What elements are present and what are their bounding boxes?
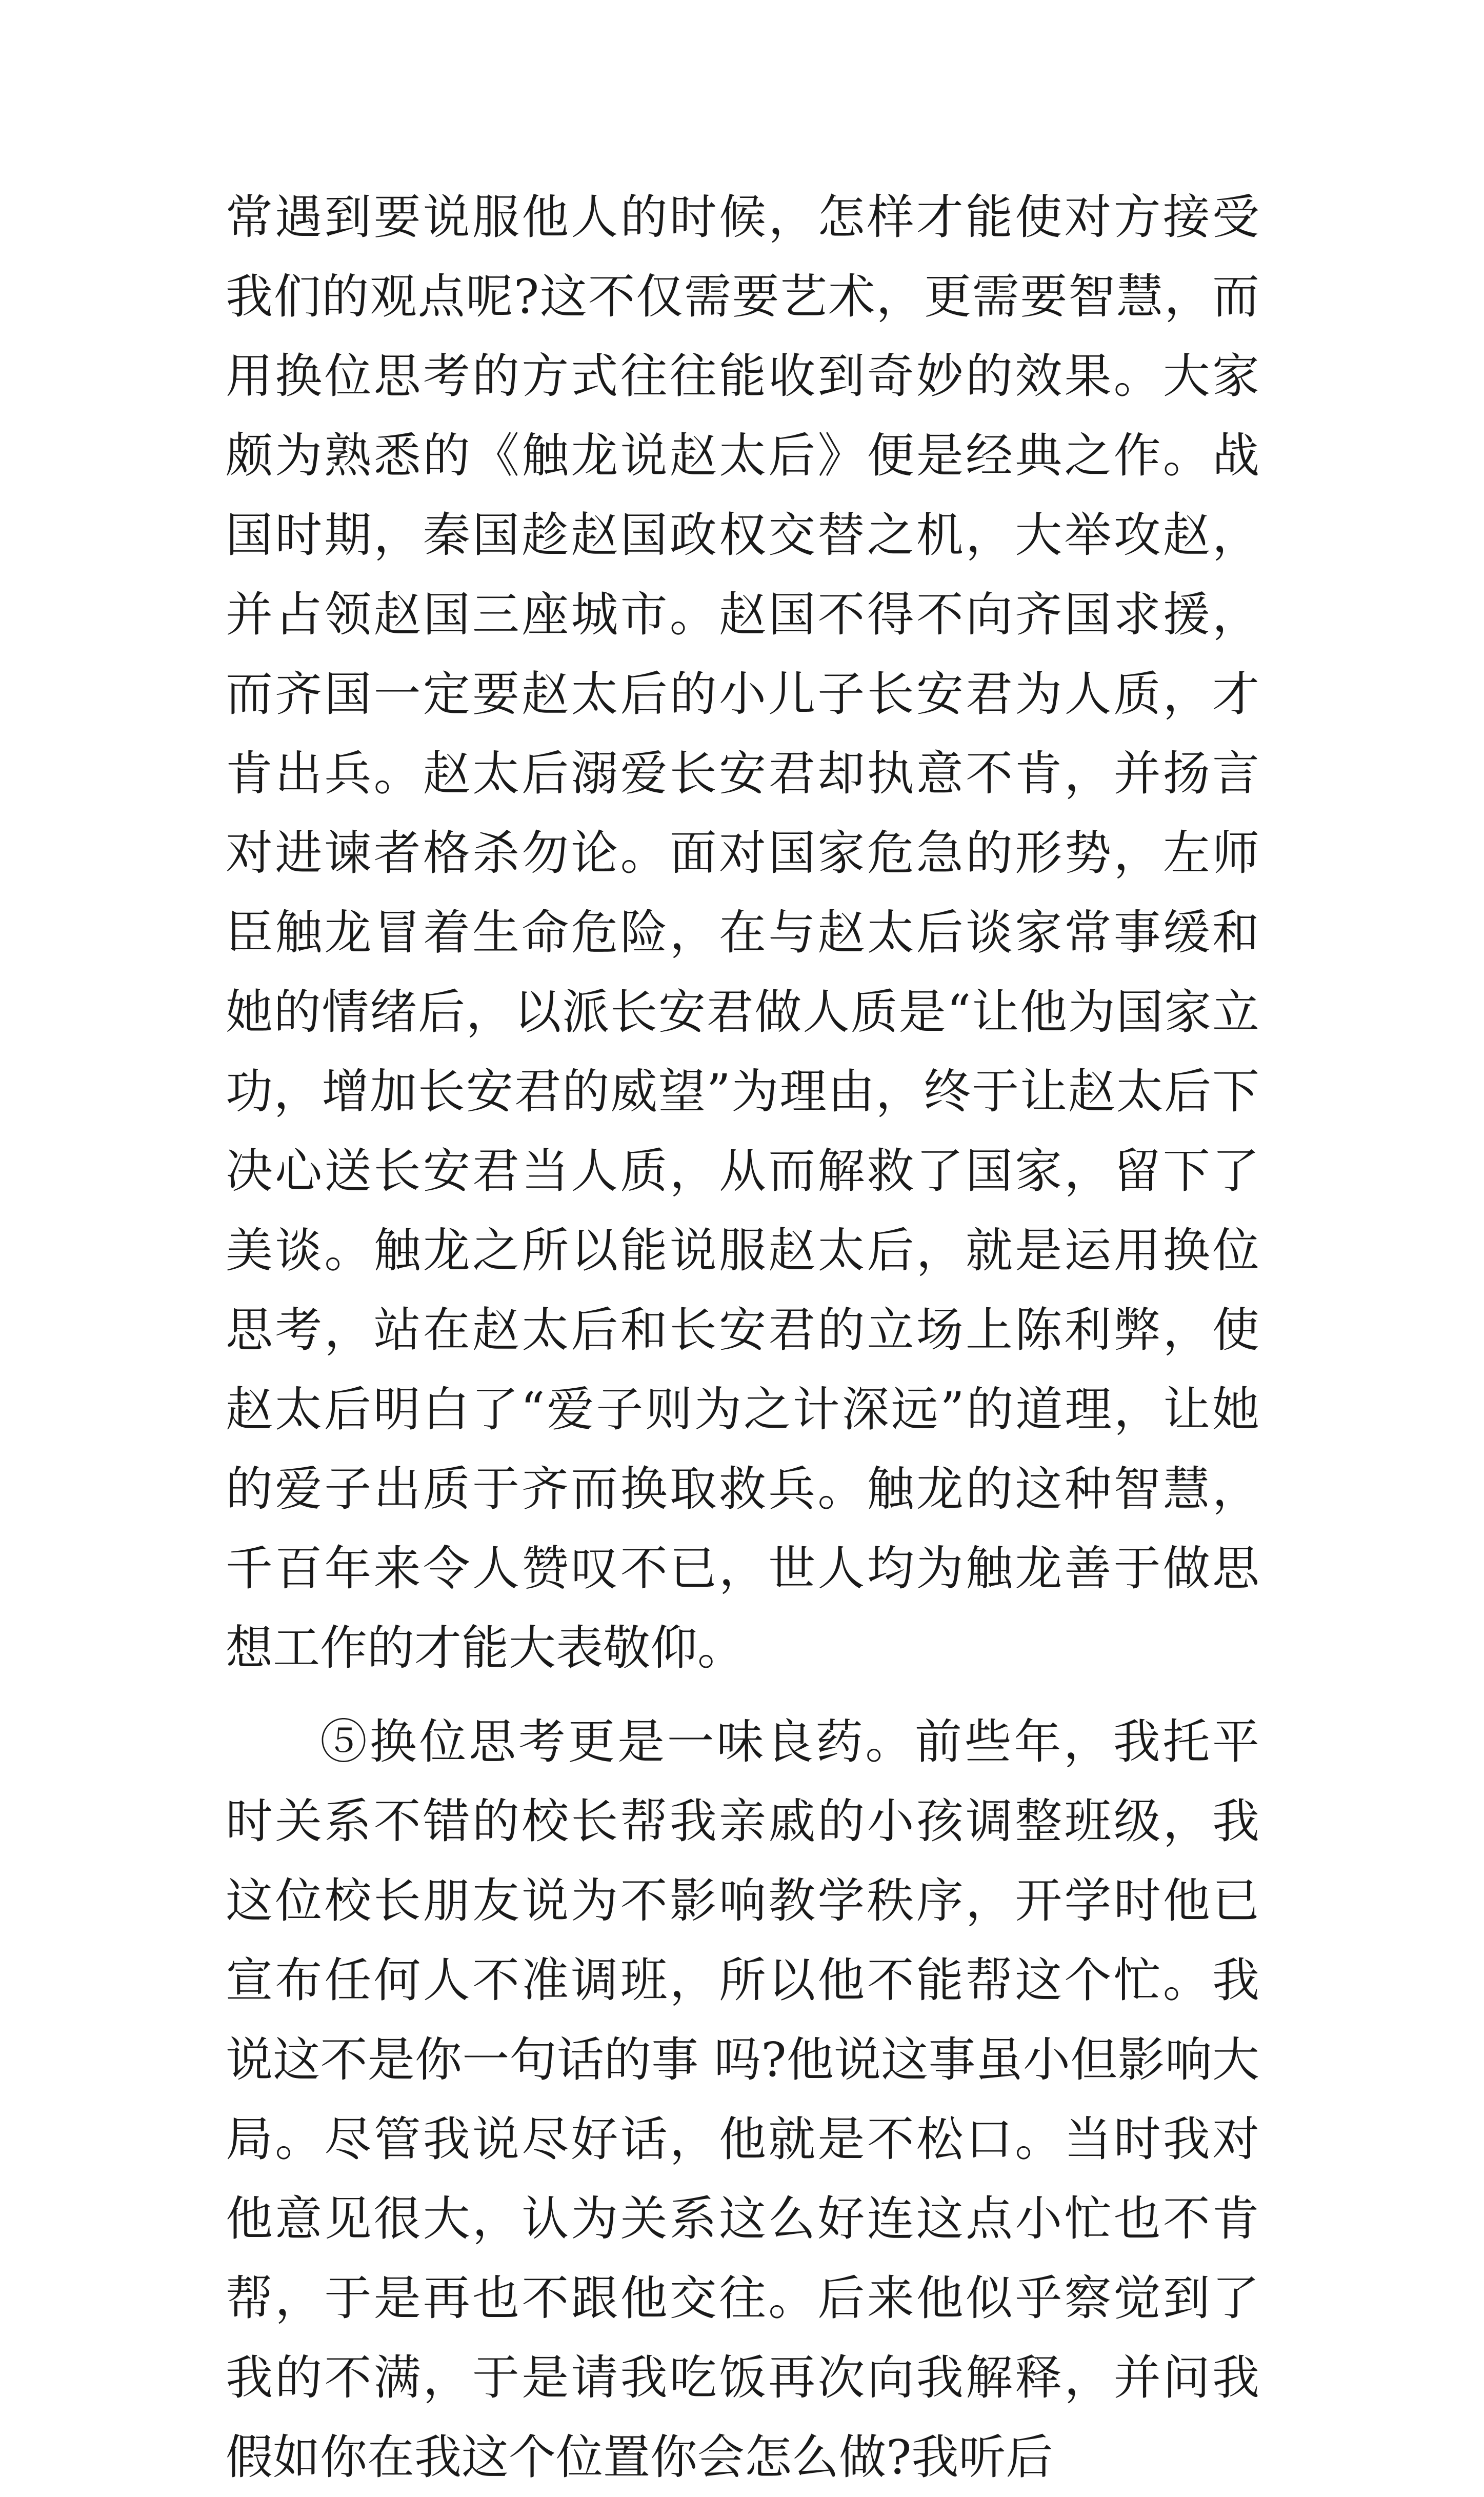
paragraph-continued: 常遇到要说服他人的时候，怎样才能使对方接受我们的观点呢?这不仅需要艺术，更需要智慧，而用换位思考的方式往往能收到奇妙的效果。大家颇为熟悉的《触龙说赵太后》便是经典之作。战国时期，秦国趁赵国政权交替之机，大举攻赵，并占领赵国三座城市。赵国不得不向齐国求援，而齐国一定要赵太后的小儿子长安君为人质，才肯出兵。赵太后溺爱长安君却执意不肯，并扬言对进谏者格杀勿论。面对国家危急的形势，左师臣触龙冒着生命危险，在与赵太后谈家常事缓和她的情绪后，以派长安君做人质是“让他为国家立功，增加长安君的威望”为理由，终于让赵太后下决心送长安君当人质，从而解救了国家，留下了美谈。触龙之所以能说服赵太后，就是运用换位思考，站在赵太后和长安君的立场上陈利弊，使赵太后明白了“爱子则为之计深远”的道理，让她的爱子出质于齐而换取救兵。触龙的这种智慧，千百年来令人赞叹不已，世人均为触龙善于做思想工作的才能大表敬仰。 — [226, 190, 1259, 1675]
body-text — [226, 177, 1259, 2497]
paragraph-5: ⑤换位思考更是一味良药。前些年，我托平时关系不错的校长帮我亲戚的小孩调整班级，我这位校长朋友说为不影响教学秩序，开学时他已宣布任何人不准调班，所以他不能帮这个忙。我说这不是你一句话的事 吗?他说这事虽小但影响大局。尽管我说尽好话，他就是不松口。当时我对他意见很大，认为关系这么好连这点小忙也不肯帮，于是再也不跟他交往。后来他似乎察觉到了我的不满，于是请我吃饭再次向我解释，并问我假如你在我这个位置你会怎么做?我听后 — [226, 1714, 1259, 2485]
